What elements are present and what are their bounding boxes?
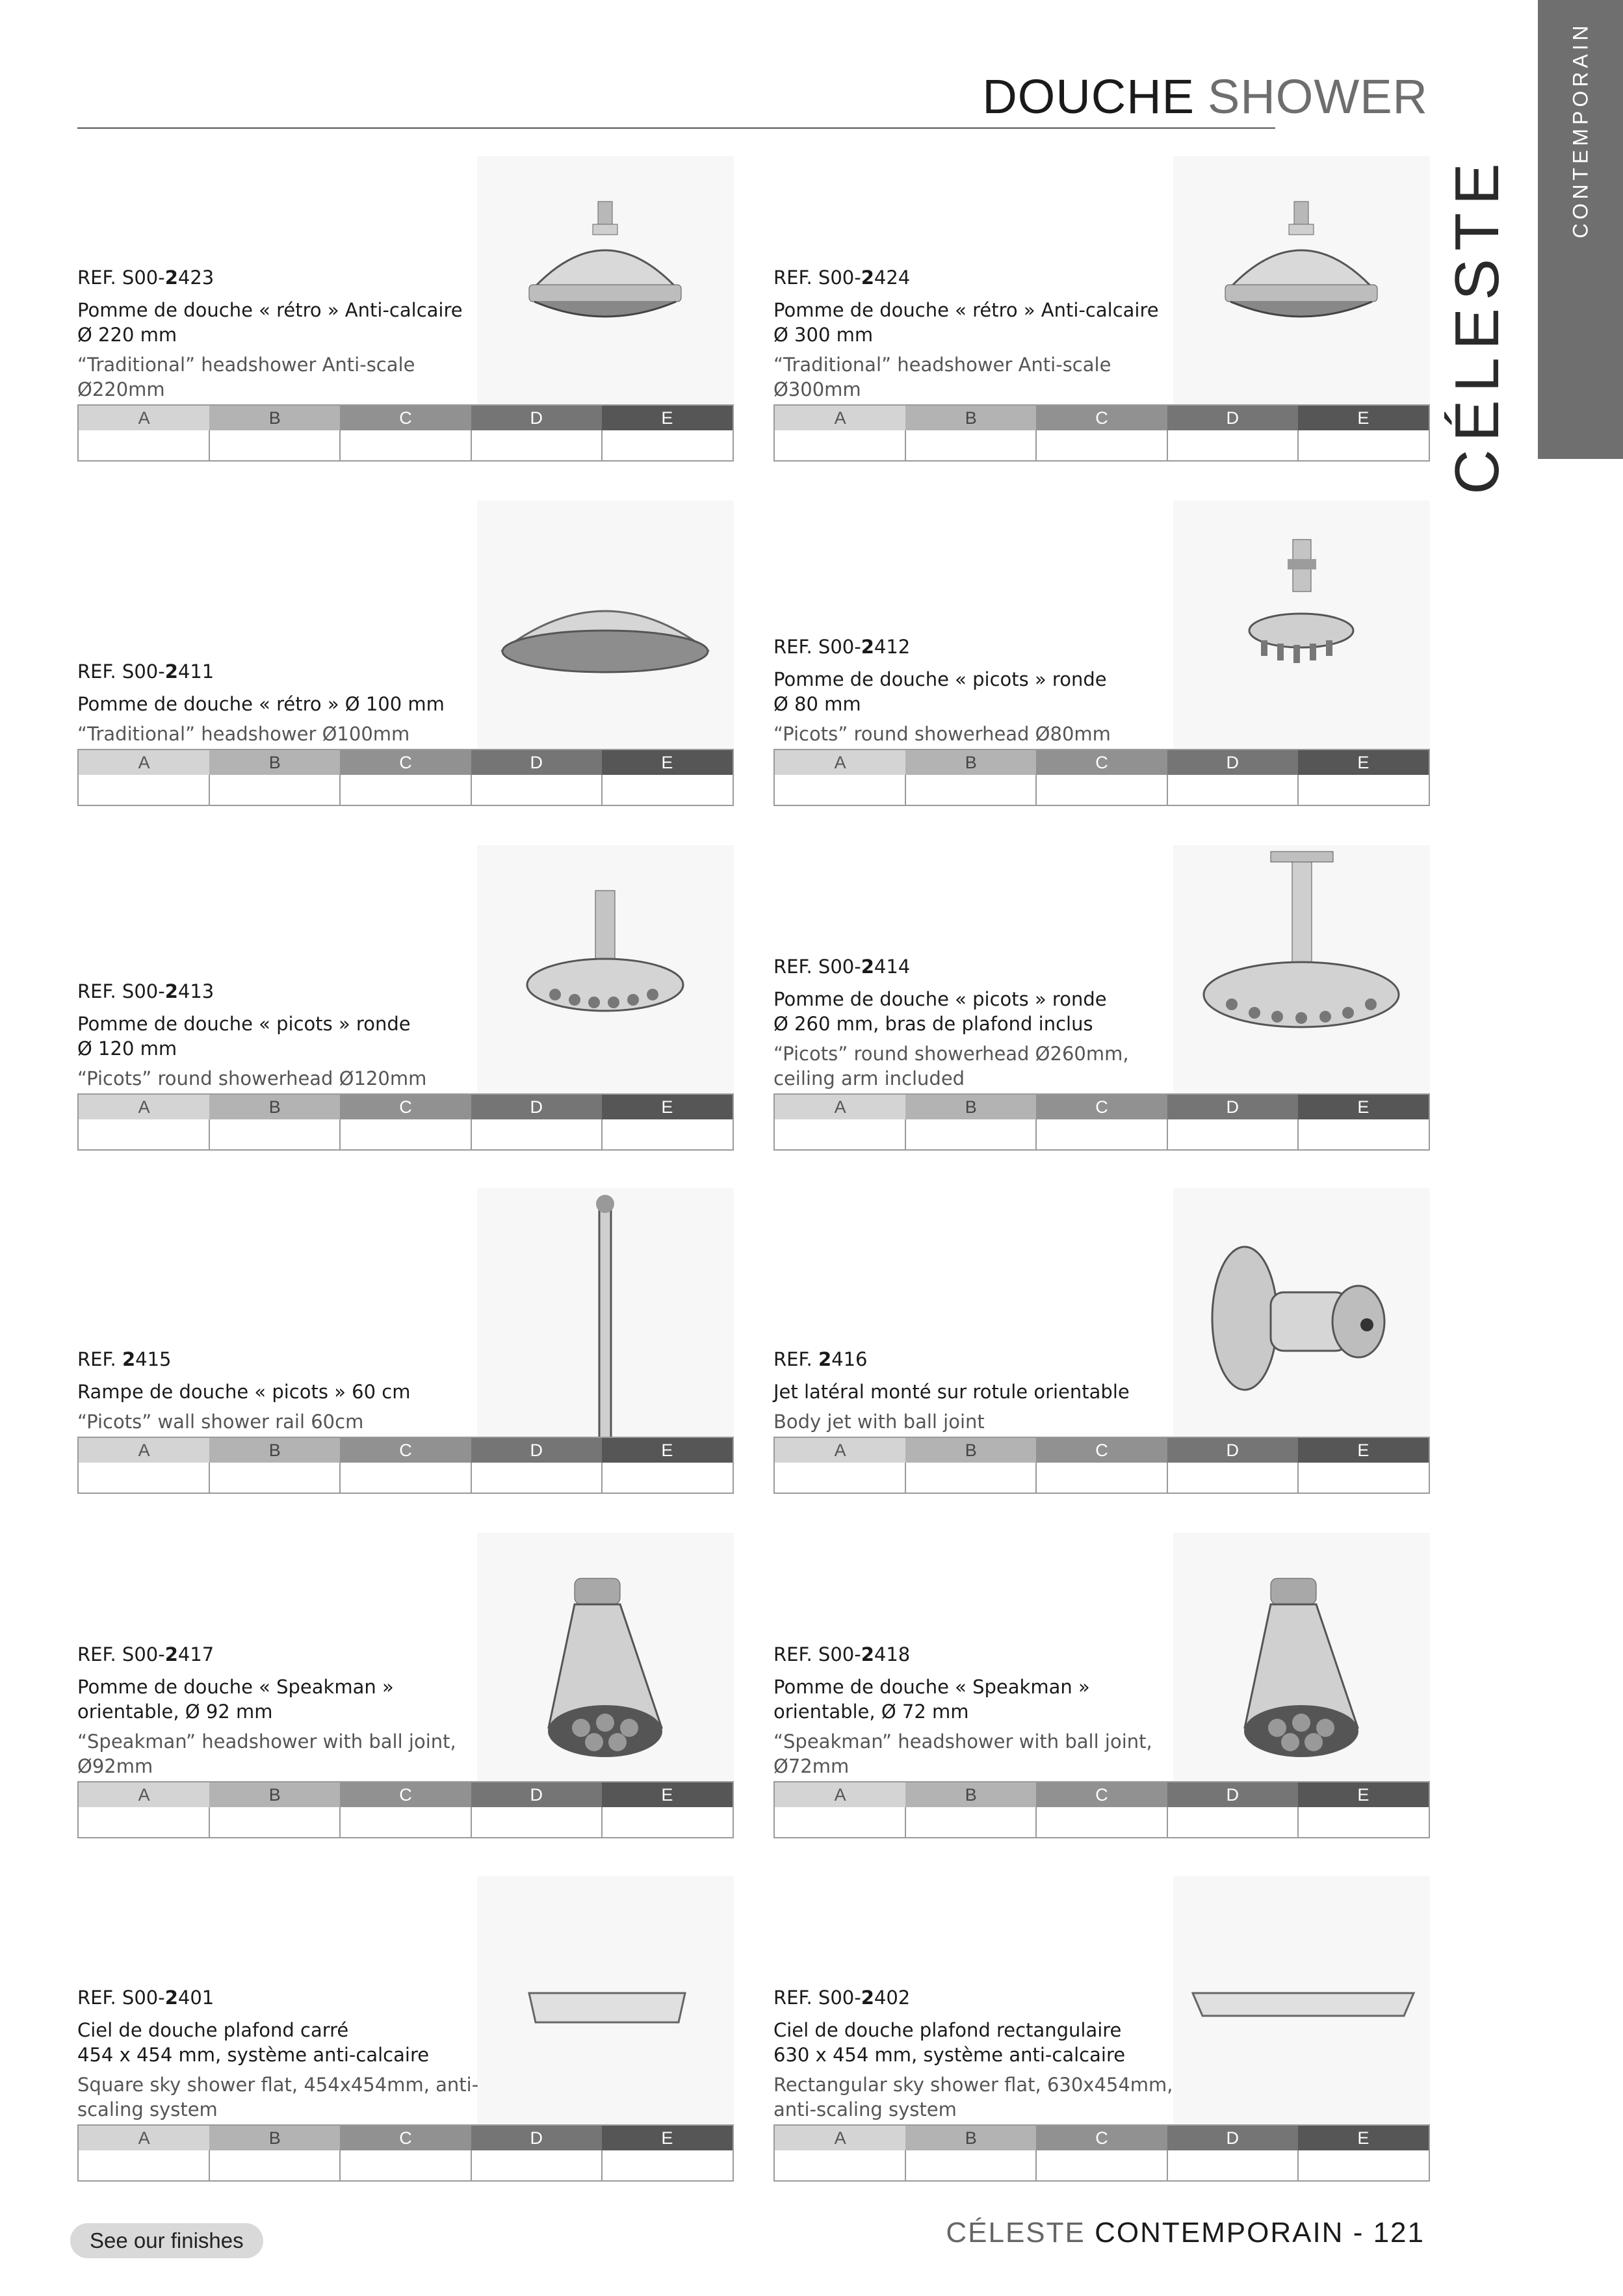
finish-cell-a[interactable] [775,1119,906,1149]
finish-column-d: D [471,1095,602,1119]
finish-column-c: C [1036,750,1167,775]
finish-header [79,1782,733,1807]
product-desc-fr-2: Ø 300 mm [773,324,874,346]
finish-table [77,1093,734,1151]
page-title [982,69,1428,124]
finish-column-a: A [775,1095,905,1119]
product-card [77,501,734,806]
finish-table [773,1093,1430,1151]
product-details [773,634,1176,746]
finish-cell-d[interactable] [1168,775,1299,805]
product-ref [77,265,480,290]
finish-column-b: B [209,750,340,775]
product-card [773,501,1430,806]
finish-cell-a[interactable] [775,2150,906,2180]
finish-cell-d[interactable] [1168,2150,1299,2180]
product-ref-prefix: REF. S00- [773,1643,861,1665]
header-divider [77,127,1275,129]
product-desc-fr-1: Rampe de douche « picots » 60 cm [77,1381,411,1403]
finish-column-c: C [1036,2126,1167,2150]
ceiling-picots-showerhead-icon [1173,845,1430,1118]
finish-cell-e[interactable] [1299,1463,1429,1493]
product-desc-en-2: scaling system [77,2098,218,2120]
finish-cell-a[interactable] [79,1119,210,1149]
finish-row [775,1463,1429,1493]
product-card [773,1876,1430,2182]
product-ref [773,1347,1176,1372]
section-tab-label: CONTEMPORAIN [1568,21,1592,239]
finish-column-e: E [602,1438,733,1463]
finish-column-d: D [471,750,602,775]
finish-table [773,749,1430,806]
product-ref [77,1347,480,1372]
product-ref [77,979,480,1004]
product-desc-en-2: Ø92mm [77,1755,153,1777]
finish-column-b: B [209,2126,340,2150]
finish-cell-e[interactable] [1299,1119,1429,1149]
rectangular-sky-shower-icon [1173,1876,1430,2149]
product-details [773,1642,1176,1779]
finish-column-b: B [209,1782,340,1807]
finish-row [775,2150,1429,2180]
page-title-en: SHOWER [1208,70,1428,124]
finish-column-a: A [775,2126,905,2150]
finish-cell-c[interactable] [341,430,472,460]
product-ref-suffix: 423 [177,267,214,289]
finish-cell-c[interactable] [1037,775,1168,805]
finish-column-c: C [340,406,471,430]
finish-cell-e[interactable] [603,775,733,805]
product-ref-suffix: 415 [135,1348,172,1370]
finish-column-c: C [340,1782,471,1807]
product-desc-en-2: ceiling arm included [773,1067,965,1089]
finish-column-c: C [1036,1095,1167,1119]
product-ref-bold: 2 [164,1643,178,1665]
product-desc-fr-1: Pomme de douche « rétro » Anti-calcaire [773,299,1159,321]
product-ref-prefix: REF. S00- [77,660,165,683]
finish-cell-b[interactable] [906,1807,1037,1837]
finish-cell-d[interactable] [1168,1807,1299,1837]
finish-cell-d[interactable] [1168,430,1299,460]
product-desc-fr-1: Pomme de douche « Speakman » [77,1676,394,1698]
finish-row [79,430,733,460]
product-ref-bold: 2 [861,1643,874,1665]
finish-column-b: B [905,1095,1036,1119]
finish-cell-e[interactable] [1299,1807,1429,1837]
finish-cell-a[interactable] [775,1463,906,1493]
product-ref-prefix: REF. [773,1348,818,1370]
product-ref-suffix: 402 [874,1987,911,2009]
finish-cell-a[interactable] [79,430,210,460]
product-desc-fr-2: 630 x 454 mm, système anti-calcaire [773,2044,1126,2066]
finish-cell-c[interactable] [1037,1463,1168,1493]
traditional-headshower-icon [477,156,734,429]
finish-column-e: E [602,406,733,430]
page-title-fr: DOUCHE [982,70,1195,124]
finish-column-b: B [905,1438,1036,1463]
product-ref [773,954,1176,979]
product-desc-fr-1: Pomme de douche « picots » ronde [77,1013,411,1035]
finish-cell-b[interactable] [906,1119,1037,1149]
dome-headshower-icon [477,501,734,774]
finish-cell-e[interactable] [1299,430,1429,460]
product-ref-bold: 2 [861,267,874,289]
product-card [77,1533,734,1838]
finish-column-c: C [340,1438,471,1463]
product-ref-bold: 2 [164,980,178,1002]
finish-cell-e[interactable] [603,1807,733,1837]
product-desc-en-1: “Traditional” headshower Anti-scale [773,354,1111,376]
see-finishes-button[interactable]: See our finishes [70,2223,263,2258]
product-card [773,845,1430,1151]
product-ref-bold: 2 [818,1348,832,1370]
product-desc-fr-1: Pomme de douche « picots » ronde [773,668,1107,690]
product-desc-en-1: “Traditional” headshower Anti-scale [77,354,415,376]
finish-cell-c[interactable] [341,2150,472,2180]
product-card [773,1533,1430,1838]
finish-column-d: D [1167,1438,1298,1463]
product-desc-fr-2: Ø 120 mm [77,1037,177,1060]
product-details [77,265,480,402]
finish-cell-e[interactable] [603,1463,733,1493]
finish-column-c: C [1036,1438,1167,1463]
finish-cell-a[interactable] [775,430,906,460]
product-ref-bold: 2 [164,1987,178,2009]
picots-showerhead-icon [477,845,734,1118]
finish-cell-d[interactable] [1168,1463,1299,1493]
finish-table [77,404,734,462]
product-desc-fr-2: Ø 80 mm [773,693,861,715]
finish-header [775,1782,1429,1807]
product-ref-prefix: REF. S00- [77,980,165,1002]
finish-column-e: E [1298,1782,1429,1807]
square-sky-shower-icon [477,1876,734,2149]
product-card [77,156,734,462]
traditional-headshower-icon [1173,156,1430,429]
product-details [77,1642,480,1779]
finish-column-e: E [602,750,733,775]
product-ref-prefix: REF. S00- [773,636,861,658]
finish-cell-d[interactable] [472,1807,603,1837]
finish-cell-c[interactable] [1037,1119,1168,1149]
product-details [77,659,480,746]
product-ref-suffix: 416 [831,1348,868,1370]
finish-header [79,750,733,775]
finish-column-d: D [471,406,602,430]
product-ref-suffix: 401 [177,1987,214,2009]
finish-cell-b[interactable] [210,775,341,805]
finish-cell-c[interactable] [1037,430,1168,460]
product-desc-en-1: “Picots” round showerhead Ø80mm [773,723,1111,745]
finish-row [79,1119,733,1149]
product-desc-fr-2: orientable, Ø 92 mm [77,1701,273,1723]
product-ref-prefix: REF. S00- [773,956,861,978]
finish-column-b: B [209,1438,340,1463]
finish-column-c: C [340,1095,471,1119]
product-card [77,1188,734,1494]
finish-cell-c[interactable] [341,1119,472,1149]
finish-cell-a[interactable] [79,2150,210,2180]
finish-cell-c[interactable] [341,1463,472,1493]
brand-name-vertical: CÉLESTE [1442,155,1512,495]
finish-cell-c[interactable] [341,775,472,805]
finish-row [79,2150,733,2180]
finish-cell-d[interactable] [472,1119,603,1149]
page-footer [946,2217,1425,2249]
finish-header [775,1095,1429,1119]
finish-row [79,775,733,805]
finish-table [77,1437,734,1494]
product-card [773,156,1430,462]
finish-column-b: B [905,1782,1036,1807]
finish-header [775,406,1429,430]
finish-cell-c[interactable] [1037,2150,1168,2180]
product-ref-bold: 2 [861,636,874,658]
product-ref-prefix: REF. S00- [77,267,165,289]
finish-cell-a[interactable] [79,1463,210,1493]
finish-column-a: A [79,1438,209,1463]
finish-column-e: E [602,1095,733,1119]
finish-header [79,406,733,430]
product-ref-prefix: REF. [77,1348,122,1370]
product-ref-suffix: 424 [874,267,911,289]
finish-cell-b[interactable] [210,430,341,460]
finish-table [773,404,1430,462]
finish-cell-e[interactable] [603,1119,733,1149]
shower-rail-icon [477,1188,734,1461]
finish-cell-e[interactable] [603,2150,733,2180]
finish-column-b: B [905,406,1036,430]
product-ref-bold: 2 [861,1987,874,2009]
product-desc-en-1: “Speakman” headshower with ball joint, [773,1730,1152,1753]
footer-brand: CÉLESTE [946,2217,1085,2249]
product-ref-bold: 2 [164,660,178,683]
product-details [773,1985,1176,2122]
finish-column-e: E [1298,406,1429,430]
product-details [77,1347,480,1434]
finish-header [775,2126,1429,2150]
finish-row [775,430,1429,460]
finish-cell-d[interactable] [472,1463,603,1493]
finish-column-e: E [1298,2126,1429,2150]
finish-column-e: E [1298,1438,1429,1463]
finish-header [79,1095,733,1119]
product-ref [77,1985,480,2010]
product-details [773,1347,1176,1434]
product-desc-en-1: “Picots” round showerhead Ø120mm [77,1067,427,1089]
finish-row [79,1807,733,1837]
product-desc-en-2: Ø72mm [773,1755,850,1777]
finish-cell-b[interactable] [210,1119,341,1149]
product-desc-fr-2: Ø 260 mm, bras de plafond inclus [773,1013,1093,1035]
finish-column-c: C [1036,406,1167,430]
product-ref-suffix: 413 [177,980,214,1002]
finish-cell-b[interactable] [906,1463,1037,1493]
finish-row [79,1463,733,1493]
product-ref-suffix: 418 [874,1643,911,1665]
finish-column-c: C [340,750,471,775]
finish-cell-c[interactable] [1037,1807,1168,1837]
product-details [77,979,480,1091]
product-desc-fr-1: Pomme de douche « rétro » Ø 100 mm [77,693,445,715]
product-ref-bold: 2 [861,956,874,978]
product-card [773,1188,1430,1494]
finish-cell-e[interactable] [1299,2150,1429,2180]
product-desc-en-1: “Traditional” headshower Ø100mm [77,723,410,745]
finish-cell-a[interactable] [775,1807,906,1837]
product-desc-en-1: “Speakman” headshower with ball joint, [77,1730,456,1753]
finish-column-c: C [1036,1782,1167,1807]
footer-range: CONTEMPORAIN [1095,2217,1344,2249]
finish-column-b: B [905,2126,1036,2150]
finish-cell-e[interactable] [603,430,733,460]
finish-column-e: E [602,2126,733,2150]
product-ref-prefix: REF. S00- [77,1643,165,1665]
product-desc-en-1: “Picots” wall shower rail 60cm [77,1411,364,1433]
finish-column-a: A [775,1782,905,1807]
product-ref-bold: 2 [122,1348,136,1370]
product-details [773,265,1176,402]
finish-cell-d[interactable] [472,2150,603,2180]
finish-cell-b[interactable] [210,1463,341,1493]
product-ref-prefix: REF. S00- [77,1987,165,2009]
finish-column-a: A [79,1782,209,1807]
finish-column-d: D [1167,406,1298,430]
product-ref-suffix: 411 [177,660,214,683]
speakman-headshower-icon [477,1533,734,1806]
product-ref-suffix: 412 [874,636,911,658]
finish-column-a: A [79,1095,209,1119]
speakman-headshower-icon [1173,1533,1430,1806]
finish-column-a: A [79,2126,209,2150]
finish-column-e: E [602,1782,733,1807]
finish-row [775,1807,1429,1837]
product-details [77,1985,480,2122]
product-ref-prefix: REF. S00- [773,1987,861,2009]
product-ref-suffix: 417 [177,1643,214,1665]
product-desc-fr-2: 454 x 454 mm, système anti-calcaire [77,2044,430,2066]
finish-column-a: A [775,1438,905,1463]
finish-cell-e[interactable] [1299,775,1429,805]
finish-table [77,2124,734,2182]
product-desc-en-2: Ø220mm [77,378,165,400]
finish-column-c: C [340,2126,471,2150]
product-ref-prefix: REF. S00- [773,267,861,289]
finish-column-d: D [471,1782,602,1807]
finish-column-a: A [775,750,905,775]
product-desc-en-2: Ø300mm [773,378,861,400]
finish-table [773,2124,1430,2182]
finish-column-d: D [471,2126,602,2150]
finish-column-a: A [79,406,209,430]
finish-cell-b[interactable] [906,2150,1037,2180]
finish-header [79,1438,733,1463]
product-desc-en-1: “Picots” round showerhead Ø260mm, [773,1043,1129,1065]
product-desc-fr-1: Pomme de douche « rétro » Anti-calcaire [77,299,463,321]
product-desc-fr-1: Pomme de douche « Speakman » [773,1676,1090,1698]
finish-column-d: D [1167,750,1298,775]
product-ref [773,1985,1176,2010]
product-details [773,954,1176,1091]
product-ref [77,659,480,684]
product-desc-en-1: Square sky shower flat, 454x454mm, anti- [77,2074,479,2096]
finish-table [773,1437,1430,1494]
finish-table [773,1781,1430,1838]
product-desc-fr-1: Ciel de douche plafond rectangulaire [773,2019,1122,2041]
finish-cell-b[interactable] [210,2150,341,2180]
finish-column-d: D [1167,1782,1298,1807]
product-desc-fr-1: Jet latéral monté sur rotule orientable [773,1381,1130,1403]
finish-column-d: D [1167,1095,1298,1119]
product-card [77,1876,734,2182]
product-card [77,845,734,1151]
finish-table [77,749,734,806]
product-ref-suffix: 414 [874,956,911,978]
finish-header [79,2126,733,2150]
finish-cell-a[interactable] [79,775,210,805]
body-jet-icon [1173,1188,1430,1461]
finish-cell-b[interactable] [906,775,1037,805]
finish-column-d: D [471,1438,602,1463]
finish-column-b: B [905,750,1036,775]
footer-page-number: - 121 [1353,2217,1425,2249]
product-desc-fr-1: Pomme de douche « picots » ronde [773,988,1107,1010]
finish-column-b: B [209,1095,340,1119]
finish-cell-a[interactable] [775,775,906,805]
product-ref [773,265,1176,290]
product-ref [77,1642,480,1667]
finish-table [77,1781,734,1838]
finish-column-d: D [1167,2126,1298,2150]
product-desc-en-2: anti-scaling system [773,2098,957,2120]
finish-column-e: E [1298,1095,1429,1119]
finish-column-a: A [775,406,905,430]
finish-cell-c[interactable] [341,1807,472,1837]
finish-row [775,775,1429,805]
finish-cell-b[interactable] [906,430,1037,460]
product-ref-bold: 2 [164,267,178,289]
finish-column-a: A [79,750,209,775]
finish-cell-d[interactable] [472,775,603,805]
product-ref [773,634,1176,659]
product-desc-fr-1: Ciel de douche plafond carré [77,2019,349,2041]
finish-cell-d[interactable] [1168,1119,1299,1149]
product-desc-fr-2: Ø 220 mm [77,324,177,346]
finish-header [775,1438,1429,1463]
finish-column-e: E [1298,750,1429,775]
finish-row [775,1119,1429,1149]
product-desc-en-1: Body jet with ball joint [773,1411,985,1433]
product-desc-en-1: Rectangular sky shower flat, 630x454mm, [773,2074,1173,2096]
finish-column-b: B [209,406,340,430]
product-desc-fr-2: orientable, Ø 72 mm [773,1701,969,1723]
finish-cell-d[interactable] [472,430,603,460]
finish-cell-a[interactable] [79,1807,210,1837]
finish-header [775,750,1429,775]
finish-cell-b[interactable] [210,1807,341,1837]
product-ref [773,1642,1176,1667]
picots-small-showerhead-icon [1173,501,1430,774]
